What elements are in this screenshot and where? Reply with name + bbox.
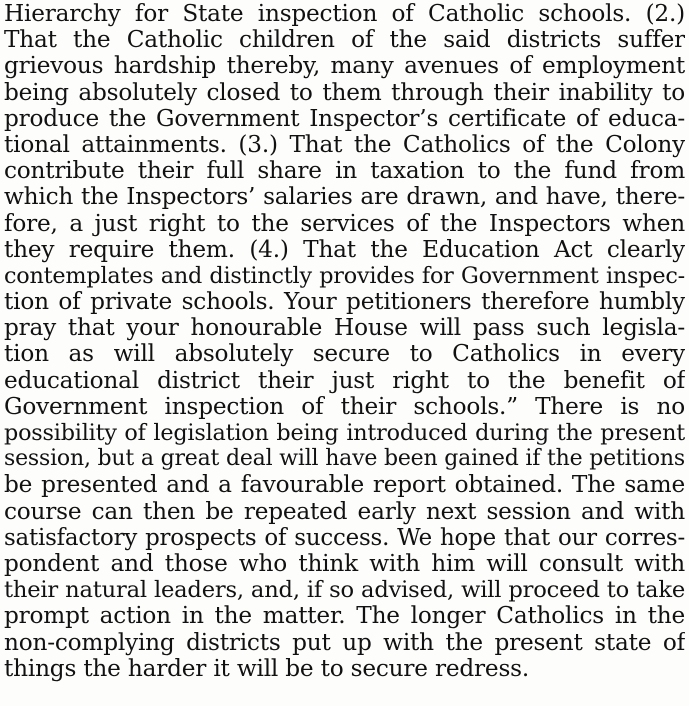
text-line: which the Inspectors’ salaries are drawn, and have, there-	[4, 184, 685, 211]
text-line: Government inspection of their schools.” There is no	[4, 393, 685, 420]
text-line: tional attainments. (3.) That the Catholics of the Colony	[4, 131, 685, 158]
text-line: tion of private schools. Your petitioners therefore humbly	[4, 289, 685, 316]
text-line: contemplates and distinctly provides for Government inspec-	[4, 262, 685, 289]
text-line: satisfactory prospects of success. We hope that our corres-	[4, 524, 685, 551]
text-line: being absolutely closed to them through their inability to	[4, 79, 685, 106]
text-line: course can then be repeated early next session and with	[4, 498, 685, 525]
text-line: prompt action in the matter. The longer Catholics in the	[4, 603, 685, 630]
text-line: pondent and those who think with him will consult with	[4, 550, 685, 577]
text-line: contribute their full share in taxation to the fund from	[4, 158, 685, 185]
text-line: tion as will absolutely secure to Catholics in every	[4, 341, 685, 368]
text-line: their natural leaders, and, if so advised, will proceed to take	[4, 577, 685, 604]
text-line: That the Catholic children of the said districts suffer	[4, 27, 685, 54]
text-line: possibility of legislation being introduced during the present	[4, 420, 685, 446]
text-line: produce the Government Inspector’s certificate of educa-	[4, 105, 685, 132]
text-line: grievous hardship thereby, many avenues of employment	[4, 53, 685, 80]
text-line: fore, a just right to the services of the Inspectors when	[4, 210, 685, 237]
text-line: educational district their just right to the benefit of	[4, 367, 685, 394]
text-line: non-complying districts put up with the present state of	[4, 629, 685, 656]
text-line: pray that your honourable House will pass such legisla-	[4, 315, 685, 342]
text-line: session, but a great deal will have been gained if the petitions	[4, 446, 685, 472]
text-line: they require them. (4.) That the Education Act clearly	[4, 236, 685, 263]
text-line: be presented and a favourable report obtained. The same	[4, 472, 685, 499]
text-line-last: things the harder it will be to secure redress.	[4, 655, 530, 682]
text-line: Hierarchy for State inspection of Catholic schools. (2.)	[4, 1, 685, 27]
article-column	[4, 1, 685, 682]
